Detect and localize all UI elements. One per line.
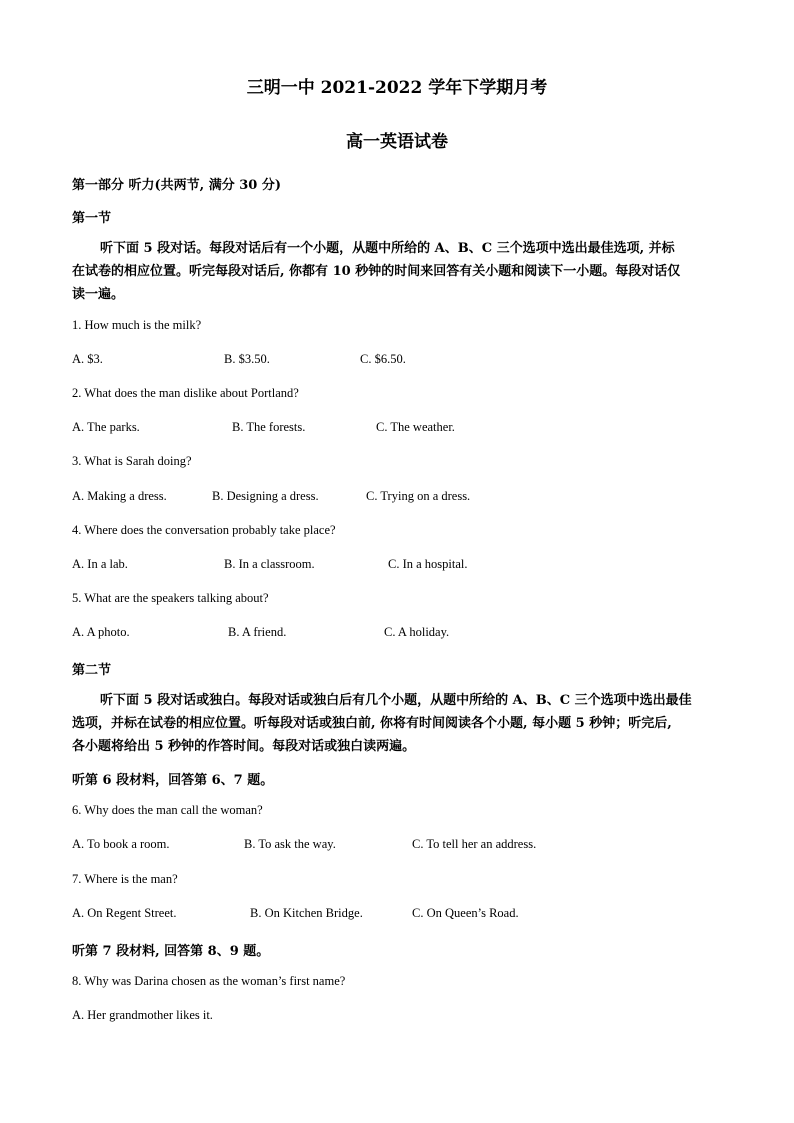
part1-heading: 第一部分 听力(共两节, 满分 30 分)	[72, 178, 282, 193]
question-5: 5. What are the speakers talking about?	[72, 591, 269, 605]
q4-option-a: A. In a lab.	[72, 557, 128, 571]
q7-option-a: A. On Regent Street.	[72, 906, 177, 920]
q2-option-a: A. The parks.	[72, 420, 140, 434]
question-2: 2. What does the man dislike about Portland?	[72, 386, 299, 400]
q6-option-a: A. To book a room.	[72, 837, 170, 851]
instruction-line: 在试卷的相应位置。听完每段对话后, 你都有 10 秒钟的时间来回答有关小题和阅读下一小题。每段对话仅	[72, 264, 681, 279]
instruction-line: 听下面 5 段对话或独白。每段对话或独白后有几个小题，从题中所给的 A、B、C 三个选项中选出最佳	[100, 693, 692, 708]
question-8: 8. Why was Darina chosen as the woman’s first name?	[72, 974, 346, 988]
material-7-heading: 听第 7 段材料, 回答第 8、9 题。	[72, 944, 270, 959]
q2-option-b: B. The forests.	[232, 420, 306, 434]
q8-option-a: A. Her grandmother likes it.	[72, 1008, 213, 1022]
q1-option-a: A. $3.	[72, 352, 103, 366]
section1-instructions	[72, 237, 728, 306]
q2-option-c: C. The weather.	[376, 420, 455, 434]
question-1: 1. How much is the milk?	[72, 318, 202, 332]
instruction-line: 各小题将给出 5 秒钟的作答时间。每段对话或独白读两遍。	[72, 739, 416, 754]
q6-option-c: C. To tell her an address.	[412, 837, 537, 851]
exam-subtitle: 高一英语试卷	[346, 132, 448, 152]
exam-title: 三明一中 2021-2022 学年下学期月考	[246, 78, 548, 98]
question-4: 4. Where does the conversation probably take place?	[72, 523, 336, 537]
q3-option-c: C. Trying on a dress.	[366, 489, 471, 503]
q3-option-a: A. Making a dress.	[72, 489, 167, 503]
q4-option-c: C. In a hospital.	[388, 557, 468, 571]
question-3: 3. What is Sarah doing?	[72, 454, 192, 468]
question-6: 6. Why does the man call the woman?	[72, 803, 263, 817]
question-7: 7. Where is the man?	[72, 872, 178, 886]
material-6-heading: 听第 6 段材料，回答第 6、7 题。	[72, 773, 274, 788]
q6-option-b: B. To ask the way.	[244, 837, 336, 851]
section2-heading: 第二节	[72, 663, 112, 678]
q1-option-c: C. $6.50.	[360, 352, 406, 366]
section1-heading: 第一节	[72, 211, 112, 226]
q1-option-b: B. $3.50.	[224, 352, 270, 366]
instruction-line: 读一遍。	[72, 287, 125, 302]
q4-option-b: B. In a classroom.	[224, 557, 315, 571]
q5-option-c: C. A holiday.	[384, 625, 450, 639]
section2-instructions	[72, 689, 728, 758]
q5-option-a: A. A photo.	[72, 625, 130, 639]
instruction-line: 选项，并标在试卷的相应位置。听每段对话或独白前, 你将有时间阅读各个小题, 每小题 5 秒钟；听完后,	[72, 716, 672, 731]
q5-option-b: B. A friend.	[228, 625, 287, 639]
instruction-line: 听下面 5 段对话。每段对话后有一个小题，从题中所给的 A、B、C 三个选项中选出最佳选项, 并标	[100, 241, 675, 256]
q7-option-b: B. On Kitchen Bridge.	[250, 906, 363, 920]
q7-option-c: C. On Queen’s Road.	[412, 906, 519, 920]
q3-option-b: B. Designing a dress.	[212, 489, 319, 503]
